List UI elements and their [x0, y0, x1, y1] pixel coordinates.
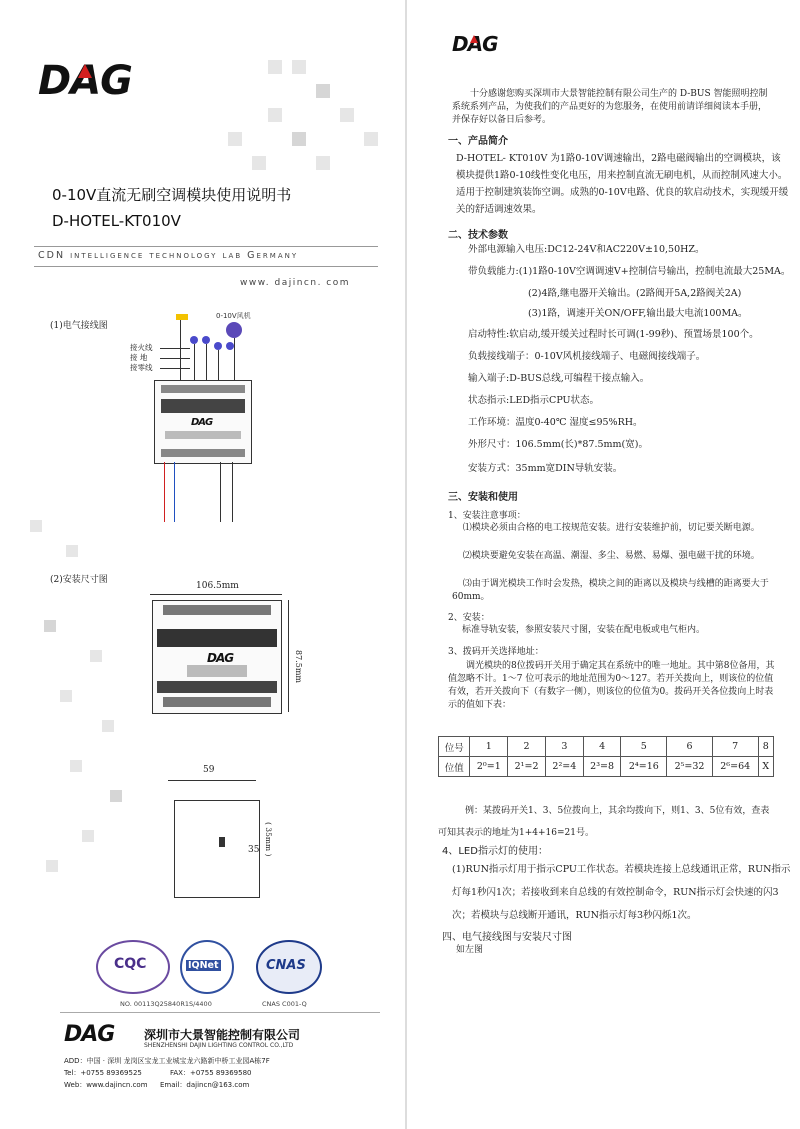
- page-fold: [405, 0, 407, 1129]
- module-top-band: [161, 399, 245, 413]
- bus-wire: [174, 462, 175, 522]
- wire: [160, 358, 190, 359]
- section-3-2-title: 2、安装：: [448, 613, 490, 623]
- wire: [160, 348, 190, 349]
- section-3-1-title: 1、安装注意事项：: [448, 511, 526, 521]
- precaution-item: ⑴模块必须由合格的电工按规范安装。进行安装维护前，切记要关断电源。: [462, 523, 760, 533]
- fuse-icon: [176, 314, 188, 320]
- terminal-strip: [161, 385, 245, 393]
- section-3-4-title: 4、LED指示灯的使用：: [442, 846, 548, 857]
- decor-square: [44, 620, 56, 632]
- width-dimension: 106.5mm: [196, 581, 239, 591]
- decor-square: [252, 156, 266, 170]
- decor-square: [268, 60, 282, 74]
- table-cell: 2: [508, 737, 546, 757]
- company-fax: FAX：+0755 89369580: [170, 1069, 252, 1077]
- decor-square: [82, 830, 94, 842]
- decor-square: [60, 690, 72, 702]
- tagline-rule-bottom: [34, 266, 378, 267]
- table-cell: 1: [470, 737, 508, 757]
- valve-icon: [190, 336, 198, 344]
- spec-item: 安装方式：35mm宽DIN导轨安装。: [468, 463, 623, 474]
- iqnet-seal: IQNet: [180, 940, 234, 994]
- decor-square: [316, 156, 330, 170]
- device-logo: DAG: [207, 651, 234, 665]
- spec-item: 状态指示:LED指示CPU状态。: [468, 395, 600, 406]
- device-logo: DAG: [191, 417, 213, 428]
- decor-square: [268, 108, 282, 122]
- brand-logo: DAG: [38, 58, 132, 104]
- valve-icon: [214, 342, 222, 350]
- tagline-rule-top: [34, 246, 378, 247]
- decor-square: [110, 790, 122, 802]
- depth-dimension: 59: [203, 765, 215, 775]
- spec-item: 外部电源输入电压:DC12-24V和AC220V±10,50HZ。: [468, 244, 705, 255]
- section-3-3-body: 调光模块的8位拨码开关用于确定其在系统中的唯一地址。其中第8位备用，其值忽略不计。1～7 位可表示的地址范围为0～127。若开关拨向上，则该位的位值有效，若开关拨向下（有数字一侧），则该位的位值为0。拨码开关各位拨向上时表示的值如下表：: [448, 661, 775, 710]
- divider: [60, 1012, 380, 1013]
- dip-switch: [165, 431, 241, 439]
- fan-motor-icon: [226, 322, 242, 338]
- rail-note: ( 35mm ): [264, 822, 273, 857]
- section-4-title: 四、电气接线图与安装尺寸图: [442, 932, 572, 943]
- dimension-line: [168, 780, 256, 781]
- decor-square: [292, 132, 306, 146]
- fire-wire-label: 接火线: [130, 343, 153, 352]
- spec-item: 启动特性:软启动,缓开缓关过程时长可调(1-99秒)、预置场景100个。: [468, 329, 759, 340]
- intro-paragraph: 十分感谢您购买深圳市大景智能控制有限公司生产的 D-BUS 智能照明控制系统系列产品，为使我们的产品更好的为您服务，在使用前请详细阅读本手册，并保存好以备日后参考。: [452, 89, 768, 125]
- tagline: CDN intelligence technology lab Germany: [38, 250, 299, 261]
- logo-accent-triangle: [78, 64, 92, 78]
- table-cell: 2³=8: [583, 757, 621, 777]
- module-device-diagram: [154, 380, 252, 464]
- dip-switch: [187, 665, 247, 677]
- table-cell: 3: [545, 737, 583, 757]
- spec-item: (3)1路，调速开关ON/OFF,输出最大电流100MA。: [528, 308, 748, 319]
- install-heading: (2)安装尺寸图: [50, 575, 108, 585]
- spec-item: 外形尺寸：106.5mm(长)*87.5mm(宽)。: [468, 439, 648, 450]
- ground-wire-label: 接 地: [130, 353, 148, 362]
- decor-square: [46, 860, 58, 872]
- table-cell: 2⁴=16: [621, 757, 667, 777]
- din-clip: [219, 837, 225, 847]
- section-3-title: 三、安装和使用: [448, 492, 518, 503]
- wire: [180, 320, 181, 380]
- dimension-line: [288, 600, 289, 712]
- terminal-strip: [161, 449, 245, 457]
- company-email: Email：dajincn@163.com: [160, 1081, 250, 1089]
- company-name-en: SHENZHENSHI DAJIN LIGHTING CONTROL CO.,LTD: [144, 1042, 294, 1049]
- table-cell: 2⁰=1: [470, 757, 508, 777]
- section-4-body: 如左图: [456, 945, 484, 955]
- spec-item: 工作环境：温度0-40℃ 湿度≤95%RH。: [468, 417, 643, 428]
- decor-square: [30, 520, 42, 532]
- decor-square: [316, 84, 330, 98]
- cert-number: NO. 00113Q25840R1S/4400: [120, 1000, 212, 1008]
- bus-wire: [164, 462, 165, 522]
- input-wire: [220, 462, 221, 522]
- section-3-4-body: (1)RUN指示灯用于指示CPU工作状态。若模块连接上总线通讯正常，RUN指示灯每1秒闪1次；若接收到来自总线的有效控制命令，RUN指示灯会快速的闪3次；若模块与总线断开通讯，RUN指示灯每3秒闪烁1次。: [452, 864, 791, 921]
- decor-square: [90, 650, 102, 662]
- section-2-title: 二、技术参数: [448, 230, 508, 241]
- table-cell: 2⁶=64: [712, 757, 758, 777]
- input-wire: [232, 462, 233, 522]
- dip-switch-table: [438, 736, 774, 777]
- neutral-wire-label: 接零线: [130, 363, 153, 372]
- spec-item: (2)4路,继电器开关输出。(2路阀开5A,2路阀关2A): [528, 288, 742, 299]
- table-cell: 4: [583, 737, 621, 757]
- valve-icon: [202, 336, 210, 344]
- wiring-diagram: [90, 296, 300, 536]
- decor-square: [292, 60, 306, 74]
- dimension-line: [150, 594, 282, 595]
- cnas-seal: CNAS: [256, 940, 322, 994]
- table-row: [439, 757, 774, 777]
- table-row: [439, 737, 774, 757]
- wire: [206, 344, 207, 380]
- decor-square: [228, 132, 242, 146]
- logo-accent-triangle: [470, 35, 478, 43]
- terminal-strip: [163, 605, 271, 615]
- company-tel: Tel：+0755 89369525: [64, 1069, 142, 1077]
- company-address: ADD：中国 · 深圳 龙岗区宝龙工业城宝龙六路新中桥工业园A栋7F: [64, 1057, 270, 1065]
- valve-icon: [226, 342, 234, 350]
- section-3-3-title: 3、拨码开关选择地址：: [448, 647, 544, 657]
- section-1-body: D-HOTEL- KT010V 为1路0-10V调速输出，2路电磁阀输出的空调模块，该模块提供1路0-10线性变化电压，用来控制直流无刷电机，从而控制风速大小。适用于控制建筑装饰空调。成熟的0-10V电路、优良的软启动技术，实现缓开缓关的舒适调速效果。: [456, 153, 789, 215]
- header-logo: DAG: [452, 32, 498, 56]
- cnas-number: CNAS C001-Q: [262, 1000, 307, 1008]
- table-cell: 7: [712, 737, 758, 757]
- table-cell: 6: [667, 737, 713, 757]
- precaution-item: ⑶由于调光模块工作时会发热，模块之间的距离以及模块与线槽的距离要大于60mm。: [452, 579, 769, 602]
- module-front-view: [152, 600, 282, 714]
- footer-logo: DAG: [64, 1022, 115, 1047]
- wire: [218, 350, 219, 380]
- company-web: Web：www.dajincn.com: [64, 1081, 148, 1089]
- table-cell: 5: [621, 737, 667, 757]
- section-3-2-body: 标准导轨安装，参照安装尺寸图，安装在配电板或电气柜内。: [462, 625, 706, 635]
- wire: [160, 368, 190, 369]
- spec-item: 输入端子:D-BUS总线,可编程干接点输入。: [468, 373, 650, 384]
- table-cell: X: [758, 757, 773, 777]
- wire: [194, 344, 195, 380]
- address-example: 例：某拨码开关1、3、5位拨向上，其余均拨向下，则1、3、5位有效，查表可知其表示的地址为1+4+16=21号。: [438, 806, 770, 838]
- terminal-strip: [163, 697, 271, 707]
- precaution-item: ⑵模块要避免安装在高温、潮湿、多尘、易燃、易爆、强电磁干扰的环境。: [462, 551, 760, 561]
- decor-square: [340, 108, 354, 122]
- document-title: 0-10V直流无刷空调模块使用说明书: [52, 186, 292, 204]
- module-top-band: [157, 629, 277, 647]
- decor-square: [70, 760, 82, 772]
- table-header-cell: 位号: [439, 737, 470, 757]
- spec-item: 带负载能力:(1)1路0-10V空调调速V+控制信号输出，控制电流最大25MA。: [468, 266, 791, 277]
- table-cell: 2²=4: [545, 757, 583, 777]
- motor-label: 0-10V风机: [216, 312, 251, 320]
- height-dimension: 87.5mm: [294, 650, 303, 683]
- module-bottom-band: [157, 681, 277, 693]
- wire: [234, 338, 235, 380]
- section-1-title: 一、产品简介: [448, 136, 508, 147]
- model-title: D-HOTEL-KT010V: [52, 212, 181, 230]
- decor-square: [364, 132, 378, 146]
- decor-square: [66, 545, 78, 557]
- table-header-cell: 位值: [439, 757, 470, 777]
- right-page: [412, 0, 800, 1129]
- spec-item: 负载接线端子：0-10V风机接线端子、电磁阀接线端子。: [468, 351, 706, 362]
- company-name-cn: 深圳市大景智能控制有限公司: [144, 1028, 301, 1042]
- decor-square: [102, 720, 114, 732]
- table-cell: 8: [758, 737, 773, 757]
- cqc-seal: CQC: [96, 940, 170, 994]
- table-cell: 2¹=2: [508, 757, 546, 777]
- table-cell: 2⁵=32: [667, 757, 713, 777]
- wiring-heading: (1)电气接线图: [50, 321, 108, 331]
- rail-dimension: 35: [248, 845, 260, 855]
- website-url: www. dajincn. com: [240, 278, 351, 288]
